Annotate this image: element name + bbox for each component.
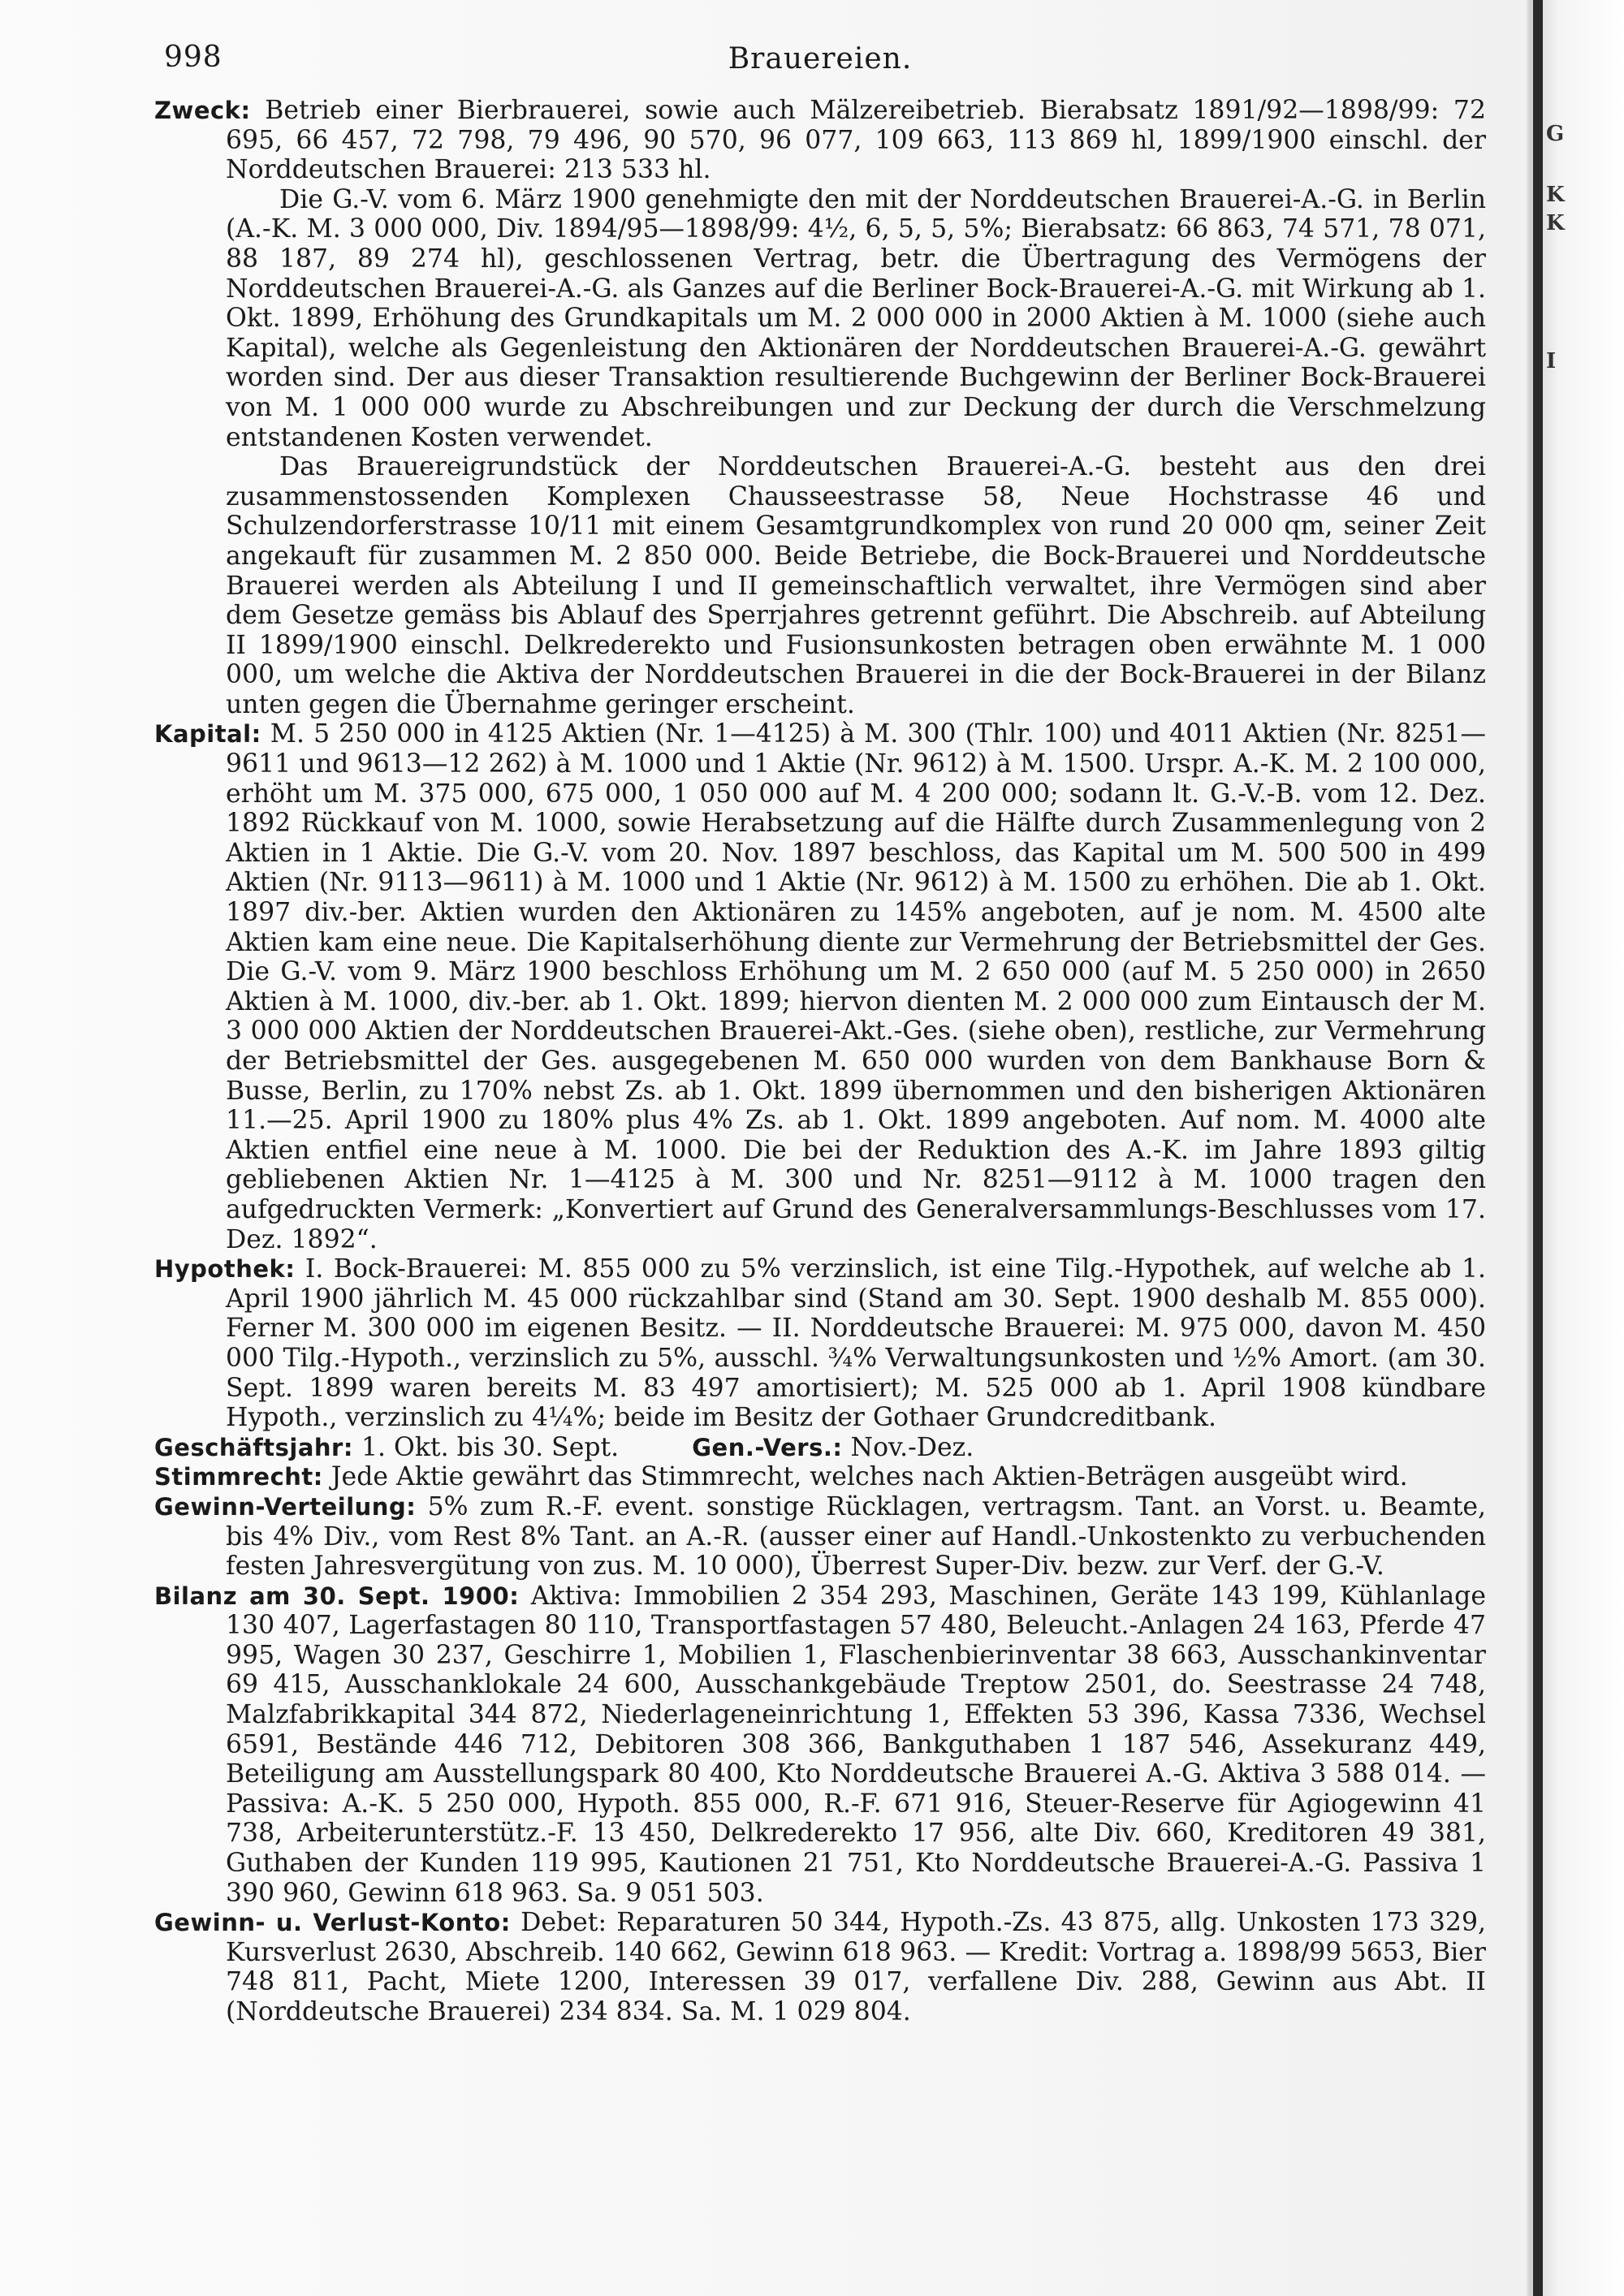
entry-text: Aktiva: Immobilien 2 354 293, Maschinen, Geräte 143 199, Kühlanlage 130 407, Lagerfastagen 80 110, Transportfastagen 57 480, Beleucht.-Anlagen 24 163, Pferde 47 995, Wagen 30 237, Geschirre 1, Mobilien 1, Flaschenbierinventar 38 663, Ausschankinventar 69 415, Ausschanklokale 24 600, Ausschankgebäude Treptow 2501, do. Seestrasse 24 748, Malzfabrikkapital 344 872, Niederlageneinrichtung 1, Effekten 53 396, Kassa 7336, Wechsel 6591, Bestände 446 712, Debitoren 308 366, Bankguthaben 1 187 546, Assekuranz 449, Beteiligung am Ausstellungspark 80 400, Kto Norddeutsche Brauerei A.-G. Aktiva 3 588 014. — Passiva: A.-K. 5 250 000, Hypoth. 855 000, R.-F. 671 916, Steuer-Reserve für Agiogewinn 41 738, Arbeiterunterstütz.-F. 13 450, Delkrederekto 17 956, alte Div. 660, Kreditoren 49 381, Guthaben der Kunden 119 995, Kautionen 21 751, Kto Norddeutsche Brauerei-A.-G. Passiva 1 390 960, Gewinn 618 963. Sa. 9 051 503. — [226, 1581, 1486, 1908]
entry-text: Debet: Reparaturen 50 344, Hypoth.-Zs. 43 875, allg. Unkosten 173 329, Kursverlust 2630, Abschreib. 140 662, Gewinn 618 963. — Kredit: Vortrag a. 1898/99 5653, Bier 748 811, Pacht, Miete 1200, Interessen 39 017, verfallene Div. 288, Gewinn aus Abt. II (Norddeutsche Brauerei) 234 834. Sa. M. 1 029 804. — [226, 1908, 1487, 2026]
entry-zweck — [154, 96, 1486, 185]
running-head: Brauereien. — [728, 42, 913, 76]
entry-label: Geschäftsjahr: — [154, 1433, 353, 1461]
entry-kapital — [154, 719, 1486, 1254]
entry-text: Nov.-Dez. — [850, 1432, 974, 1462]
entry-label: Zweck: — [154, 97, 251, 124]
entry-text: 1. Okt. bis 30. Sept. — [361, 1432, 620, 1462]
adjacent-page-edge — [1527, 0, 1624, 2296]
entry-label: Kapital: — [154, 720, 261, 749]
binding-shadow — [1533, 0, 1543, 2296]
edge-letter: G — [1546, 122, 1565, 146]
entry-label: Stimmrecht: — [154, 1463, 323, 1491]
entry-stimmrecht — [154, 1462, 1486, 1492]
edge-letter: I — [1546, 349, 1557, 373]
entry-zweck-paragraph: Die G.-V. vom 6. März 1900 genehmigte den mit der Norddeutschen Brauerei-A.-G. in Berlin (A.-K. M. 3 000 000, Div. 1894/95—1898/99: 4½, 6, 5, 5, 5%; Bierabsatz: 66 863, 74 571, 78 071, 88 187, 89 274 hl), geschlossenen Vertrag, betr. die Übertragung des Vermögens der Norddeutschen Brauerei-A.-G. als Ganzes auf die Berliner Bock-Brauerei-A.-G. mit Wirkung ab 1. Okt. 1899, Erhöhung des Grundkapitals um M. 2 000 000 in 2000 Aktien à M. 1000 (siehe auch Kapital), welche als Gegenleistung den Aktionären der Norddeutschen Brauerei-A.-G. gewährt worden sind. Der aus dieser Transaktion resultierende Buchgewinn der Berliner Bock-Brauerei von M. 1 000 000 wurde zu Abschreibungen und zur Deckung der durch die Verschmelzung entstandenen Kosten verwendet. — [226, 184, 1486, 452]
entry-gewinn-verteilung — [154, 1492, 1486, 1582]
entry-label: Gewinn-Verteilung: — [154, 1492, 417, 1521]
entry-label: Gen.-Vers.: — [692, 1433, 843, 1461]
edge-letter: K — [1546, 211, 1565, 235]
entry-geschaeftsjahr — [154, 1433, 1486, 1463]
entry-text: M. 5 250 000 in 4125 Aktien (Nr. 1—4125) à M. 300 (Thlr. 100) und 4011 Aktien (Nr. 8251—9611 und 9613—12 262) à M. 1000 und 1 Aktie (Nr. 9612) à M. 1500. Urspr. A.-K. M. 2 100 000, erhöht um M. 375 000, 675 000, 1 050 000 auf M. 4 200 000; sodann lt. G.-V.-B. vom 12. Dez. 1892 Rückkauf von M. 1000, sowie Herabsetzung auf die Hälfte durch Zusammenlegung von 2 Aktien in 1 Aktie. Die G.-V. vom 20. Nov. 1897 beschloss, das Kapital um M. 500 500 in 499 Aktien (Nr. 9113—9611) à M. 1000 und 1 Aktie (Nr. 9612) à M. 1500 zu erhöhen. Die ab 1. Okt. 1897 div.-ber. Aktien wurden den Aktionären zu 145% angeboten, auf je nom. M. 4500 alte Aktien kam eine neue. Die Kapitalserhöhung diente zur Vermehrung der Betriebsmittel der Ges. Die G.-V. vom 9. März 1900 beschloss Erhöhung um M. 2 650 000 (auf M. 5 250 000) in 2650 Aktien à M. 1000, div.-ber. ab 1. Okt. 1899; hiervon dienten M. 2 000 000 zum Eintausch der M. 3 000 000 Aktien der Norddeutschen Brauerei-Akt.-Ges. (siehe oben), restliche, zur Vermehrung der Betriebsmittel der Ges. ausgegebenen M. 650 000 wurden von dem Bankhause Born & Busse, Berlin, zu 170% nebst Zs. ab 1. Okt. 1899 übernommen und den bisherigen Aktionären 11.—25. April 1900 zu 180% plus 4% Zs. ab 1. Okt. 1899 angeboten. Auf nom. M. 4000 alte Aktien entfiel eine neue à M. 1000. Die bei der Reduktion des A.-K. im Jahre 1893 giltig gebliebenen Aktien Nr. 1—4125 à M. 300 und Nr. 8251—9112 à M. 1000 tragen den aufgedruckten Vermerk: „Konvertiert auf Grund des Generalversammlungs-Beschlusses vom 17. Dez. 1892“. — [226, 719, 1486, 1254]
entry-bilanz — [154, 1582, 1486, 1909]
entry-hypothek — [154, 1254, 1486, 1433]
entry-zweck-paragraph: Das Brauereigrundstück der Norddeutschen Brauerei-A.-G. besteht aus den drei zusammenstossenden Komplexen Chausseestrasse 58, Neue Hochstrasse 46 und Schulzendorferstrasse 10/11 mit einem Gesamtgrundkomplex von rund 20 000 qm, seiner Zeit angekauft für zusammen M. 2 850 000. Beide Betriebe, die Bock-Brauerei und Norddeutsche Brauerei werden als Abteilung I und II gemeinschaftlich verwaltet, ihre Vermögen sind aber dem Gesetze gemäss bis Ablauf des Sperrjahres getrennt geführt. Die Abschreib. auf Abteilung II 1899/1900 einschl. Delkrederekto und Fusionsunkosten betragen oben erwähnte M. 1 000 000, um welche die Aktiva der Norddeutschen Brauerei in die der Bock-Brauerei in der Bilanz unten gegen die Übernahme geringer erscheint. — [226, 452, 1486, 719]
entry-text: Jede Aktie gewährt das Stimmrecht, welches nach Aktien-Beträgen ausgeübt wird. — [330, 1462, 1408, 1492]
entry-label: Hypothek: — [154, 1255, 296, 1284]
entry-text: I. Bock-Brauerei: M. 855 000 zu 5% verzinslich, ist eine Tilg.-Hypothek, auf welche ab 1. April 1900 jährlich M. 45 000 rückzahlbar sind (Stand am 30. Sept. 1900 deshalb M. 855 000). Ferner M. 300 000 im eigenen Besitz. — II. Norddeutsche Brauerei: M. 975 000, davon M. 450 000 Tilg.-Hypoth., verzinslich zu 5%, ausschl. ¾% Verwaltungsunkosten und ½% Amort. (am 30. Sept. 1899 waren bereits M. 83 497 amortisiert); M. 525 000 ab 1. April 1908 kündbare Hypoth., verzinslich zu 4¼%; beide im Besitz der Gothaer Grundcreditbank. — [226, 1254, 1486, 1433]
edge-letter: K — [1546, 183, 1565, 207]
document-page — [154, 32, 1486, 2027]
page-header — [154, 32, 1486, 81]
entry-gewinn-verlust — [154, 1908, 1486, 2026]
page-number: 998 — [164, 41, 222, 74]
entry-text: 5% zum R.-F. event. sonstige Rücklagen, vertragsm. Tant. an Vorst. u. Beamte, bis 4% Div., vom Rest 8% Tant. an A.-R. (ausser einer auf Handl.-Unkostenkto zu verbuchenden festen Jahresvergütung von zus. M. 10 000), Überrest Super-Div. bezw. zur Verf. der G.-V. — [226, 1491, 1487, 1582]
entry-label: Bilanz am 30. Sept. 1900: — [154, 1582, 520, 1610]
entry-label: Gewinn- u. Verlust-Konto: — [154, 1909, 511, 1937]
entry-text: Betrieb einer Bierbrauerei, sowie auch Mälzereibetrieb. Bierabsatz 1891/92—1898/99: 72 695, 66 457, 72 798, 79 496, 90 570, 96 077, 109 663, 113 869 hl, 1899/1900 einschl. der Norddeutschen Brauerei: 213 533 hl. — [226, 96, 1487, 185]
